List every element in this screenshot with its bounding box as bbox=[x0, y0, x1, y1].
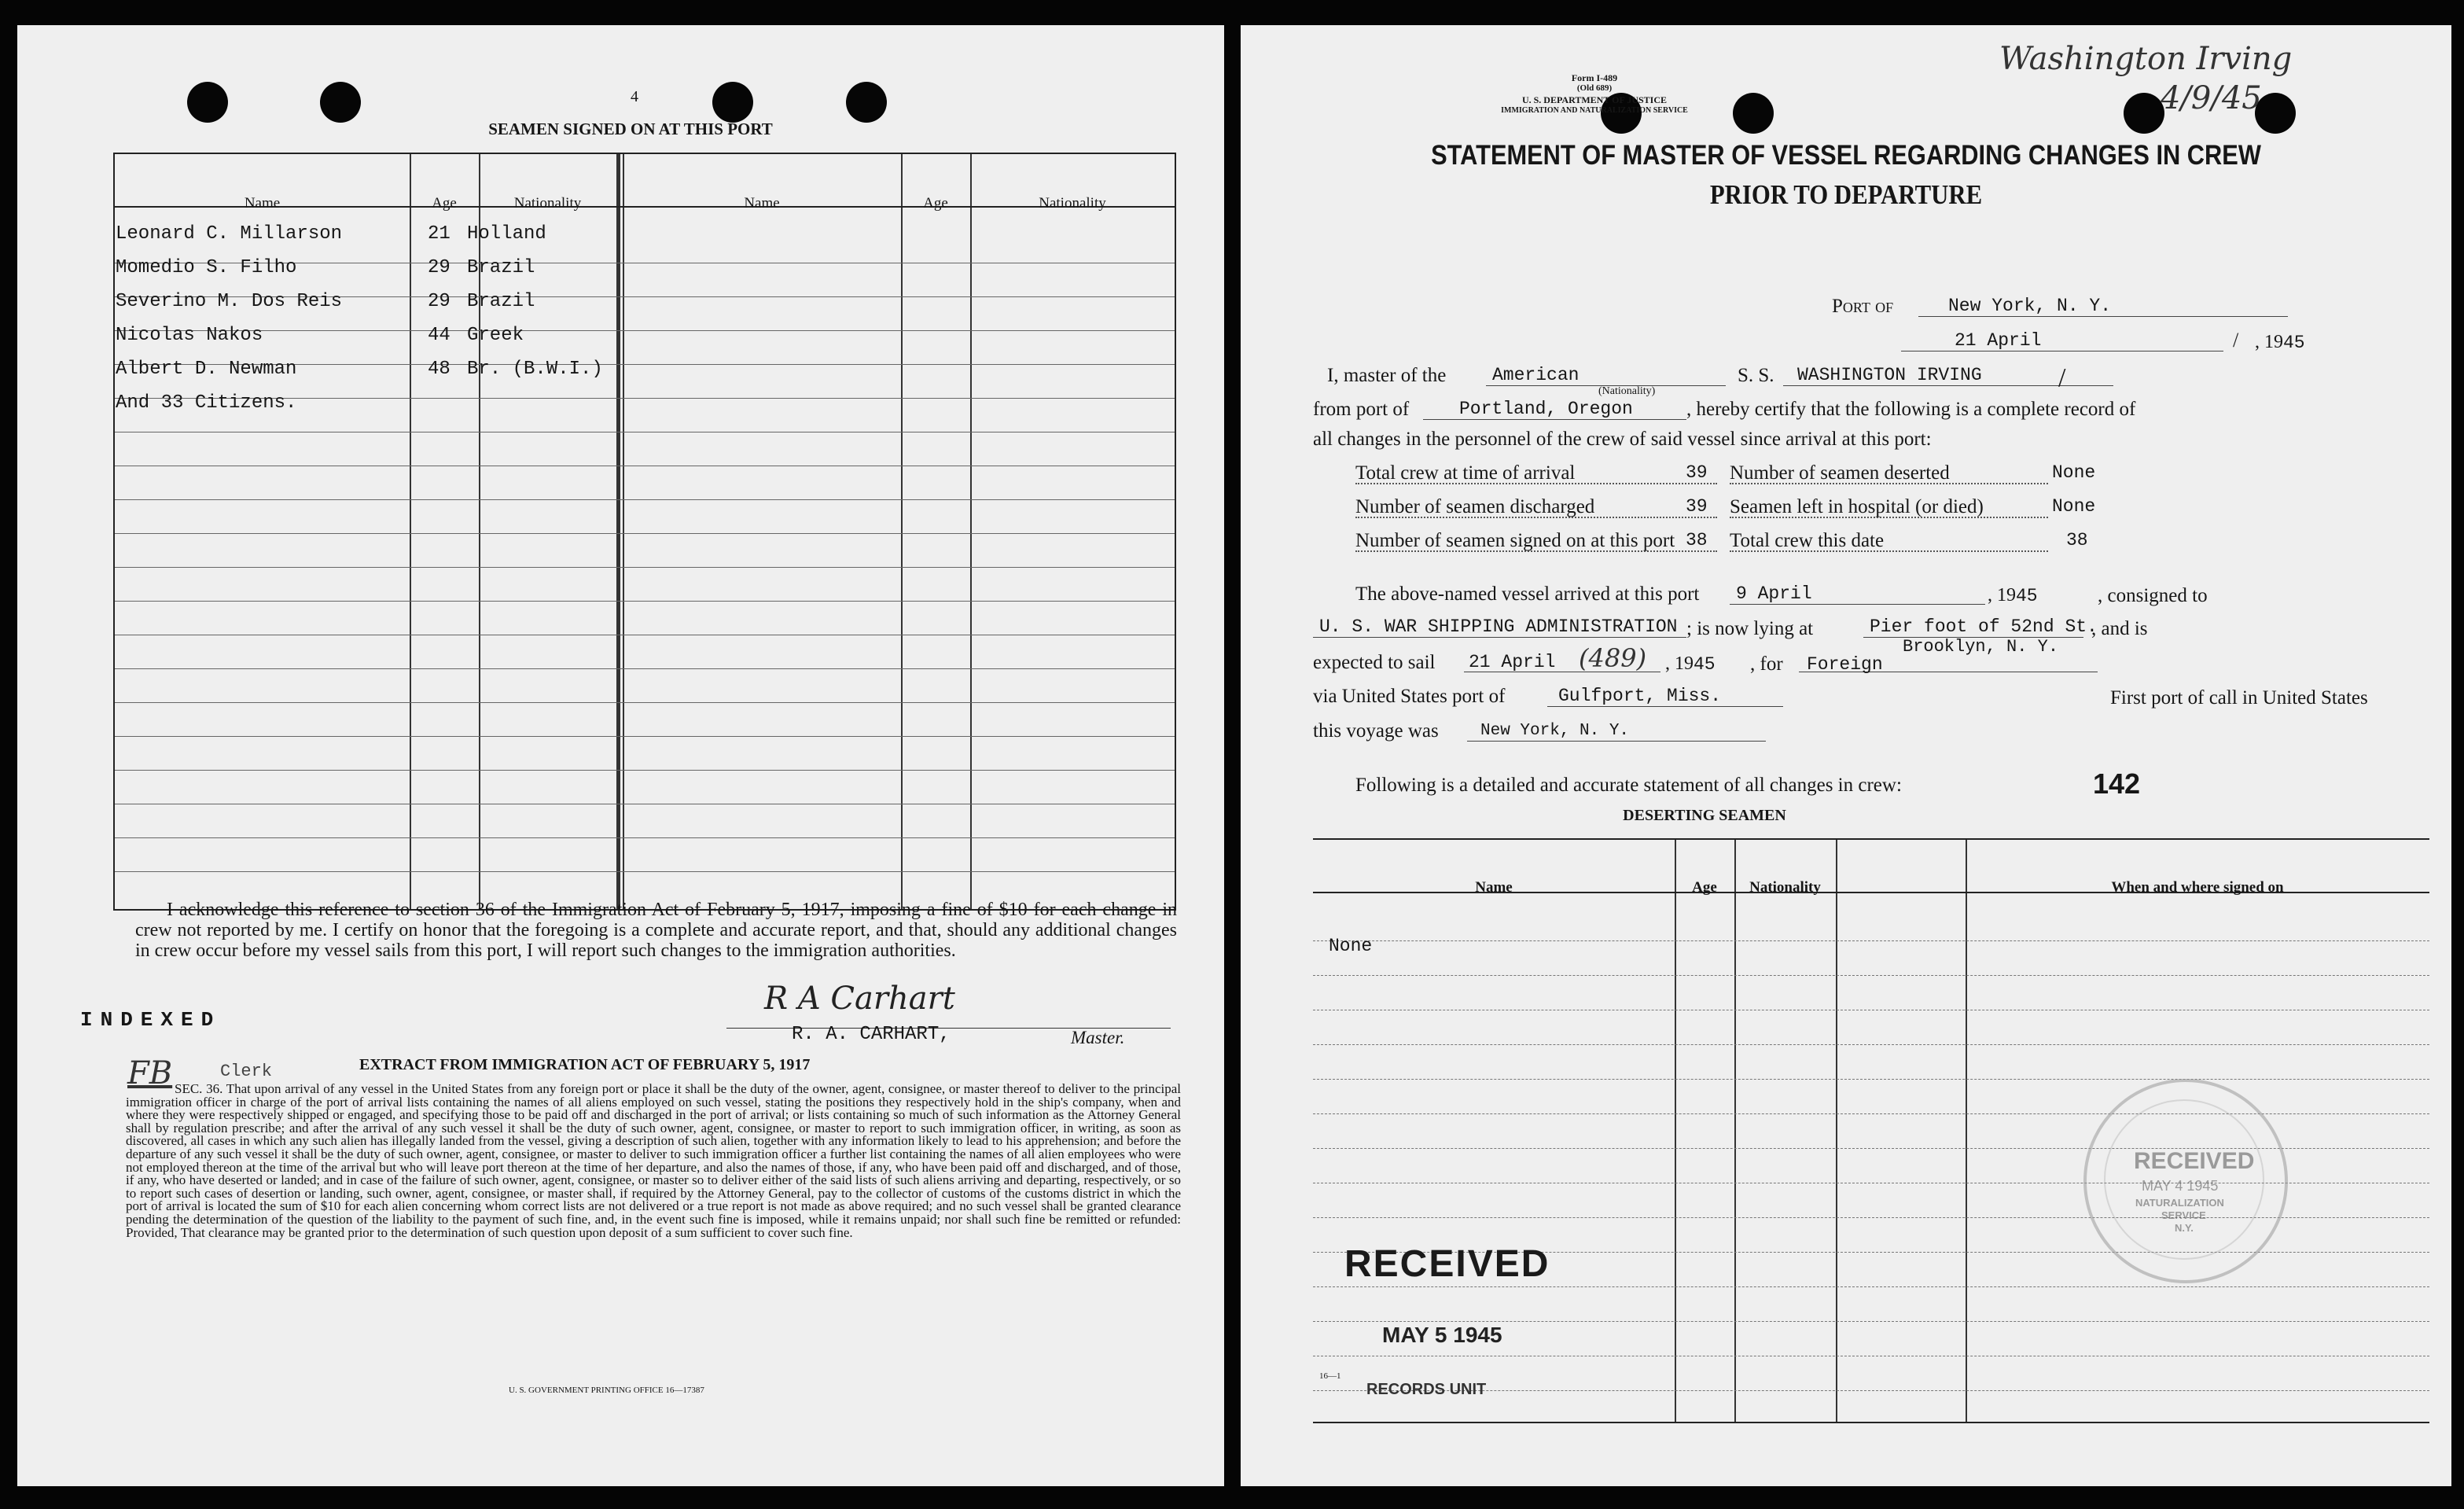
extract-title: EXTRACT FROM IMMIGRATION ACT OF FEBRUARY 5, 1917 bbox=[359, 1056, 811, 1073]
vessel-check-mark: / bbox=[2058, 363, 2066, 392]
from-port-line bbox=[1423, 419, 1686, 420]
voyage-label: this voyage was bbox=[1313, 720, 1439, 742]
received-date-stamp: MAY 5 1945 bbox=[1382, 1323, 1502, 1347]
port-value: New York, N. Y. bbox=[1948, 296, 2112, 316]
arrival-year-field: , 1945 bbox=[1988, 585, 2038, 606]
year-value: 45 bbox=[2283, 333, 2305, 353]
circle-stamp-date: MAY 4 1945 bbox=[2142, 1178, 2219, 1194]
signed-on-value: 38 bbox=[1686, 530, 1708, 550]
records-unit-stamp: RECORDS UNIT bbox=[1366, 1381, 1487, 1398]
sail-year: 45 bbox=[1694, 654, 1716, 675]
date-value: 21 April bbox=[1955, 330, 2042, 351]
deserting-row-name: None bbox=[1329, 936, 1373, 956]
destination: Foreign bbox=[1807, 654, 1883, 675]
certify-text: , hereby certify that the following is a complete record of bbox=[1686, 399, 2136, 420]
first-call-label: First port of call in United States bbox=[2110, 687, 2368, 708]
master-name: R. A. CARHART, bbox=[792, 1024, 951, 1045]
deserted-label: Number of seamen deserted bbox=[1730, 462, 2048, 484]
arrival-text: The above-named vessel arrived at this port bbox=[1355, 583, 1700, 605]
table-row-nationality: Brazil bbox=[467, 257, 535, 278]
deserting-col-nationality: Nationality bbox=[1749, 879, 1821, 896]
for-label: , for bbox=[1750, 653, 1783, 675]
sail-handwritten: (489) bbox=[1579, 643, 1647, 673]
department: U. S. DEPARTMENT OF JUSTICE bbox=[1521, 94, 1668, 105]
following-label: Following is a detailed and accurate statement of all changes in crew: bbox=[1355, 775, 1902, 796]
page-number-stamp: 142 bbox=[2093, 767, 2141, 800]
signed-on-label: Number of seamen signed on at this port bbox=[1355, 530, 1717, 552]
nationality-value: American bbox=[1492, 365, 1580, 385]
punch-hole bbox=[2124, 93, 2164, 134]
punch-hole bbox=[712, 82, 753, 123]
table-row-age: 21 bbox=[428, 223, 451, 245]
consignee: U. S. WAR SHIPPING ADMINISTRATION bbox=[1319, 616, 1678, 637]
master-signature: R A Carhart bbox=[764, 981, 955, 1017]
table-row-name: Nicolas Nakos bbox=[116, 325, 263, 346]
service: IMMIGRATION AND NATURALIZATION SERVICE bbox=[1501, 106, 1688, 115]
circle-stamp-line1: NATURALIZATION bbox=[2135, 1197, 2224, 1209]
handwritten-date: 4/9/45 bbox=[2161, 80, 2262, 116]
table-row-name: And 33 Citizens. bbox=[116, 392, 297, 414]
sail-year-field: , 1945 bbox=[1665, 653, 1716, 675]
discharged-value: 39 bbox=[1686, 496, 1708, 517]
sail-date: 21 April bbox=[1469, 652, 1556, 672]
clerk-initials: FB bbox=[127, 1055, 173, 1091]
punch-hole bbox=[846, 82, 887, 123]
from-port-value: Portland, Oregon bbox=[1459, 399, 1633, 419]
total-date-label: Total crew this date bbox=[1730, 530, 2048, 552]
table-row-nationality: Brazil bbox=[467, 291, 535, 312]
nationality-label: (Nationality) bbox=[1598, 385, 1656, 397]
pier: Pier foot of 52nd St. bbox=[1870, 616, 2098, 637]
deserting-col-signed-on: When and where signed on bbox=[2111, 879, 2284, 896]
deserted-value: None bbox=[2052, 462, 2096, 483]
col-header-name: Name bbox=[244, 195, 281, 212]
extract-text: SEC. 36. That upon arrival of any vessel in the United States from any foreign port or place it shall be the duty of the owner, agent, consignee, or master thereof to deliver to the principal immigration officer in charge of the port of arrival lists containing the names of all aliens employed on such vessel, stating the positions they respectively hold in the ship's company, when and where they were respectively shipped or engaged, and specifying those to be paid off and discharged in the port of arrival; or lists containing so much of such information as the Attorney General shall by regulation prescribe; and after the arrival of any such vessel it shall be the duty of such owner, agent, consignee, or master to report to such immigration officer, in writing, as soon as discovered, all cases in which any such alien has illegally landed from the vessel, giving a description of such alien, together with any information likely to lead to his apprehension; and before the departure of any such vessel it shall be the duty of such owner, agent, consignee, or master to deliver to such immigration officer a further list containing the names of all alien employees who were not employed thereon at the time of the arrival but who will leave port thereon at the time of her departure, and also the names of those, if any, who have been paid off and discharged, and of those, if any, who have deserted or landed; and in case of the failure of such owner, agent, consignee, or master so to deliver either of the said lists of such aliens arriving and departing, respectively, or so to report such cases of desertion or landing, such owner, agent, consignee, or master shall, if required by the Attorney General, pay to the collector of customs of the customs district in which the port of arrival is located the sum of $10 for each alien concerning whom correct lists are not delivered or a true report is not made as above required; and no such vessel shall be granted clearance pending the determination of the question of the liability to the payment of such fine, and, in the event such fine is imposed, while it remains unpaid; nor shall such fine be remitted or refunded: Provided, That clearance may be granted prior to the determination of such question upon deposit of a sum sufficient to cover such fine. bbox=[126, 1081, 1181, 1240]
col-header-age: Age bbox=[432, 195, 457, 212]
hospital-label: Seamen left in hospital (or died) bbox=[1730, 496, 2048, 518]
table-row-nationality: Br. (B.W.I.) bbox=[467, 359, 603, 380]
circle-stamp-received: RECEIVED bbox=[2134, 1148, 2255, 1174]
table-row-age: 48 bbox=[428, 359, 451, 380]
clerk-label: Clerk bbox=[220, 1062, 273, 1081]
vessel-name: WASHINGTON IRVING bbox=[1797, 365, 1982, 385]
via-label: via United States port of bbox=[1313, 686, 1506, 707]
date-check-mark: / bbox=[2233, 329, 2239, 351]
table-row-age: 44 bbox=[428, 325, 451, 346]
table-row-age: 29 bbox=[428, 291, 451, 312]
port-line bbox=[1918, 316, 2288, 317]
table-row-name: Albert D. Newman bbox=[116, 359, 297, 380]
punch-hole bbox=[187, 82, 228, 123]
col-header-name-2: Name bbox=[744, 195, 780, 212]
table-row-name: Severino M. Dos Reis bbox=[116, 291, 343, 312]
section-title: SEAMEN SIGNED ON AT THIS PORT bbox=[488, 120, 773, 138]
master-label: Master. bbox=[1071, 1028, 1125, 1047]
total-arrival-label: Total crew at time of arrival bbox=[1355, 462, 1717, 484]
form-footer: 16—1 bbox=[1319, 1371, 1341, 1381]
pier-city: Brooklyn, N. Y. bbox=[1903, 637, 2059, 657]
table-row-name: Momedio S. Filho bbox=[116, 257, 297, 278]
right-page bbox=[1241, 25, 2451, 1486]
form-number: Form I-489 bbox=[1571, 72, 1618, 83]
lying-label: ; is now lying at bbox=[1686, 618, 1814, 639]
table-row-age: 29 bbox=[428, 257, 451, 278]
form-title-line1: STATEMENT OF MASTER OF VESSEL REGARDING CHANGES IN CREW bbox=[1431, 140, 2261, 171]
consigned-label: , consigned to bbox=[2098, 585, 2208, 606]
master-of-label: I, master of the bbox=[1327, 365, 1447, 386]
via-port: Gulfport, Miss. bbox=[1558, 686, 1722, 706]
table-row-name: Leonard C. Millarson bbox=[116, 223, 343, 245]
form-old-number: (Old 689) bbox=[1576, 83, 1613, 93]
col-header-nationality-2: Nationality bbox=[1039, 195, 1106, 212]
first-call-line bbox=[1467, 741, 1766, 742]
circle-stamp-line2: SERVICE bbox=[2161, 1209, 2206, 1221]
handwritten-vessel-name: Washington Irving bbox=[1999, 41, 2293, 77]
col-header-age-2: Age bbox=[923, 195, 948, 212]
total-date-value: 38 bbox=[2066, 530, 2088, 550]
year-field: , 1945 bbox=[2255, 332, 2305, 353]
col-header-nationality: Nationality bbox=[513, 195, 582, 212]
punch-hole bbox=[320, 82, 361, 123]
deserting-title: DESERTING SEAMEN bbox=[1623, 807, 1786, 824]
certify-text-2: all changes in the personnel of the crew of said vessel since arrival at this port: bbox=[1313, 429, 1932, 450]
total-arrival-value: 39 bbox=[1686, 462, 1708, 483]
deserting-col-name: Name bbox=[1475, 879, 1513, 896]
from-port-label: from port of bbox=[1313, 399, 1410, 420]
discharged-label: Number of seamen discharged bbox=[1355, 496, 1717, 518]
consignee-line bbox=[1313, 637, 1686, 638]
hospital-value: None bbox=[2052, 496, 2096, 517]
form-title-line2: PRIOR TO DEPARTURE bbox=[1709, 179, 1983, 210]
deserting-col-age: Age bbox=[1692, 879, 1717, 896]
circle-stamp-line3: N.Y. bbox=[2175, 1222, 2194, 1234]
port-label: Port of bbox=[1832, 296, 1894, 317]
year-prefix: 19 bbox=[2264, 332, 2283, 352]
ss-label: S. S. bbox=[1738, 365, 1774, 386]
arrival-line bbox=[1730, 604, 1985, 605]
first-call-port: New York, N. Y. bbox=[1480, 722, 1630, 740]
printing-office: U. S. GOVERNMENT PRINTING OFFICE 16—17387 bbox=[509, 1386, 704, 1395]
acknowledgement-text: I acknowledge this reference to section 36 of the Immigration Act of February 5, 1917, imposing a fine of $10 for each change in crew not reported by me. I certify on honor that the foregoing is a complete and accurate report, and that, should any additional changes in crew occur before my vessel sails from this port, I will report such changes to the immigration authorities. bbox=[135, 900, 1177, 961]
table-row-nationality: Holland bbox=[467, 223, 546, 245]
page-number: 4 bbox=[631, 88, 638, 105]
received-stamp: RECEIVED bbox=[1344, 1243, 1550, 1285]
and-is-text: , and is bbox=[2091, 618, 2148, 639]
arrival-date: 9 April bbox=[1736, 583, 1812, 604]
via-line bbox=[1547, 706, 1783, 707]
arrival-year: 45 bbox=[2016, 586, 2038, 606]
left-page bbox=[17, 25, 1224, 1486]
circle-date-stamp bbox=[2083, 1079, 2288, 1283]
table-row-nationality: Greek bbox=[467, 325, 524, 346]
expected-label: expected to sail bbox=[1313, 652, 1436, 673]
indexed-stamp: INDEXED bbox=[80, 1008, 222, 1032]
